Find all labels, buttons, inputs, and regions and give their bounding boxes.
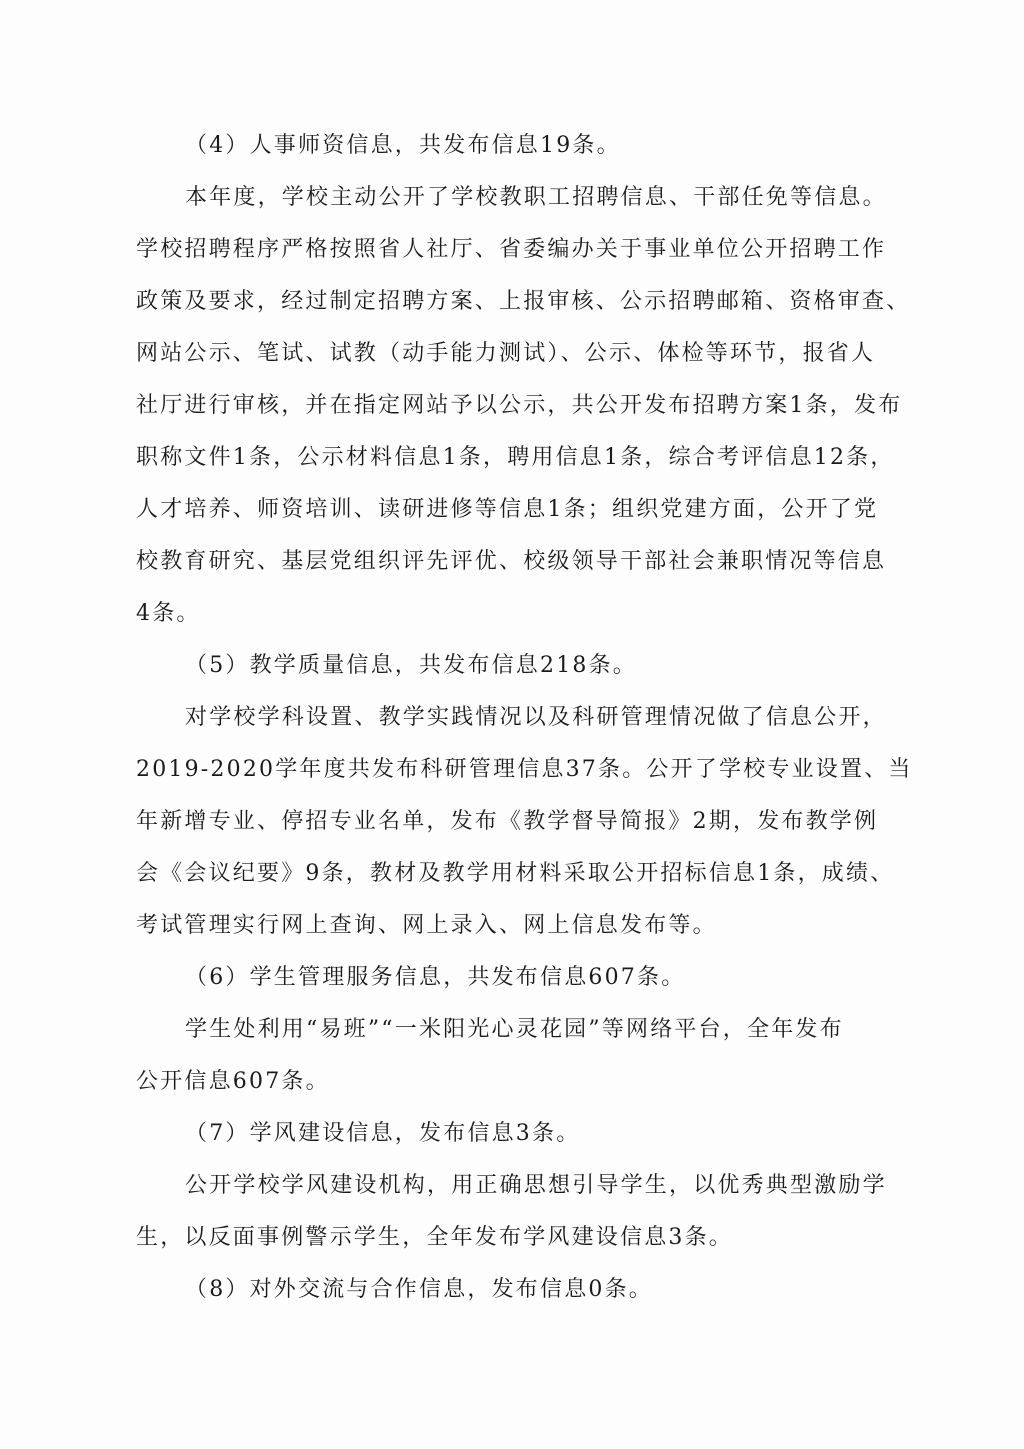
paragraph-line: 公开学校学风建设机构，用正确思想引导学生，以优秀典型激励学 xyxy=(185,1173,887,1198)
heading-7: （7）学风建设信息，发布信息3条。 xyxy=(185,1121,581,1146)
paragraph-line: 校教育研究、基层党组织评先评优、校级领导干部社会兼职情况等信息 xyxy=(136,549,887,574)
heading-6: （6）学生管理服务信息，共发布信息607条。 xyxy=(185,965,686,990)
paragraph-line: 4条。 xyxy=(136,601,201,626)
paragraph-line: 社厅进行审核，并在指定网站予以公示，共公开发布招聘方案1条，发布 xyxy=(136,393,903,418)
paragraph-line: 考试管理实行网上查询、网上录入、网上信息发布等。 xyxy=(136,913,717,938)
paragraph-line: 职称文件1条，公示材料信息1条，聘用信息1条，综合考评信息12条， xyxy=(136,445,895,470)
paragraph-line: 本年度，学校主动公开了学校教职工招聘信息、干部任免等信息。 xyxy=(185,185,887,210)
paragraph-line: 生，以反面事例警示学生，全年发布学风建设信息3条。 xyxy=(136,1225,733,1250)
paragraph-line: 学校招聘程序严格按照省人社厅、省委编办关于事业单位公开招聘工作 xyxy=(136,237,887,262)
paragraph-line: 政策及要求，经过制定招聘方案、上报审核、公示招聘邮箱、资格审查、 xyxy=(136,289,911,314)
paragraph-line: 网站公示、笔试、试教（动手能力测试）、公示、体检等环节，报省人 xyxy=(136,341,876,366)
paragraph-line: 学生处利用“易班”“一米阳光心灵花园”等网络平台，全年发布 xyxy=(185,1017,844,1042)
paragraph-line: 年新增专业、停招专业名单，发布《教学督导简报》2期，发布教学例 xyxy=(136,809,879,834)
heading-8: （8）对外交流与合作信息，发布信息0条。 xyxy=(185,1277,653,1302)
paragraph-line: 2019-2020学年度共发布科研管理信息37条。公开了学校专业设置、当 xyxy=(136,757,913,782)
heading-4: （4）人事师资信息，共发布信息19条。 xyxy=(185,133,621,158)
paragraph-line: 公开信息607条。 xyxy=(136,1069,330,1094)
paragraph-line: 人才培养、师资培训、读研进修等信息1条；组织党建方面，公开了党 xyxy=(136,497,879,522)
paragraph-line: 对学校学科设置、教学实践情况以及科研管理情况做了信息公开， xyxy=(185,705,887,730)
heading-5: （5）教学质量信息，共发布信息218条。 xyxy=(185,653,637,678)
paragraph-line: 会《会议纪要》9条，教材及教学用材料采取公开招标信息1条，成绩、 xyxy=(136,861,895,886)
